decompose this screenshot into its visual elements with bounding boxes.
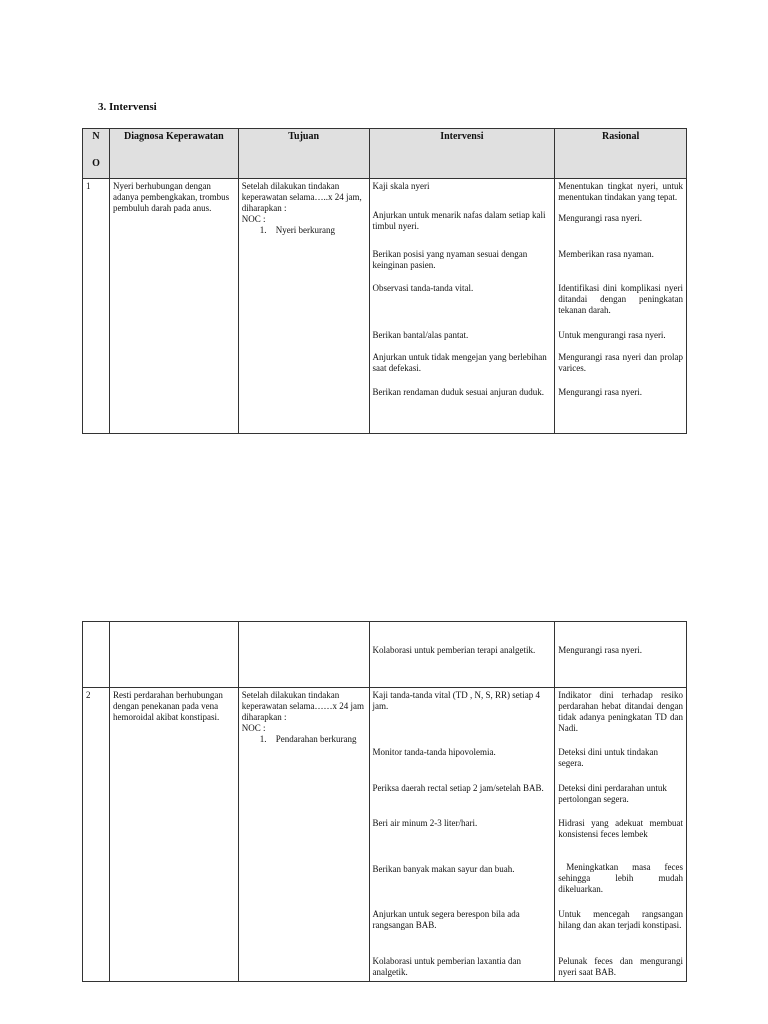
intervensi-cell — [370, 621, 556, 688]
rasional-item: Untuk mengurangi rasa nyeri. — [558, 330, 666, 340]
intervensi-cell — [370, 179, 556, 434]
table-row — [82, 688, 687, 982]
intervention-table-page2 — [82, 621, 687, 982]
rasional-item: Meningkatkan masa feces sehingga lebih mudah dikeluarkan. — [558, 862, 683, 894]
table-header-row — [82, 128, 687, 179]
noc-item: 1. Nyeri berkurang — [259, 225, 335, 235]
intervensi-item: Berikan rendaman duduk sesuai anjuran duduk. — [372, 387, 544, 397]
intervensi-item: Berikan posisi yang nyaman sesuai dengan keinginan pasien. — [372, 249, 528, 270]
rasional-item: Mengurangi rasa nyeri dan prolap varices. — [558, 352, 683, 373]
tujuan-cell — [239, 688, 370, 982]
intervensi-item: Monitor tanda-tanda hipovolemia. — [372, 747, 496, 757]
tujuan-cell — [239, 179, 370, 434]
rasional-item: Untuk mencegah rangsangan hilang dan akan terjadi konstipasi. — [558, 909, 683, 930]
rasional-item: Memberikan rasa nyaman. — [558, 249, 654, 259]
rasional-item: Mengurangi rasa nyeri. — [558, 645, 642, 655]
intervensi-item: Kolaborasi untuk pemberian laxantia dan analgetik. — [372, 956, 521, 977]
rasional-cell — [555, 688, 687, 982]
table-row — [82, 621, 687, 688]
rasional-item: Mengurangi rasa nyeri. — [558, 213, 642, 223]
rasional-cell — [555, 179, 687, 434]
row-number: 2 — [83, 688, 110, 982]
rasional-item: Pelunak feces dan mengurangi nyeri saat BAB. — [558, 956, 683, 977]
header-rasional: Rasional — [555, 128, 687, 179]
intervensi-item: Kaji skala nyeri — [372, 181, 430, 191]
noc-item: 1. Pendarahan berkurang — [259, 734, 357, 744]
header-intervensi: Intervensi — [370, 128, 556, 179]
tujuan-text: Setelah dilakukan tindakan keperawatan selama…..x 24 jam, diharapkan : — [241, 181, 362, 213]
intervensi-item: Berikan bantal/alas pantat. — [372, 330, 469, 340]
intervensi-item: Anjurkan untuk segera berespon bila ada rangsangan BAB. — [372, 909, 520, 930]
diagnosa-cell — [110, 621, 239, 688]
rasional-item: Hidrasi yang adekuat membuat konsistensi feces lembek — [558, 818, 683, 839]
intervention-table-page1 — [82, 128, 687, 434]
section-heading: 3. Intervensi — [98, 101, 157, 113]
row-number — [83, 621, 110, 688]
rasional-item: Indikator dini terhadap resiko perdarahan hebat ditandai dengan tidak adanya peningkatan TD dan Nadi. — [558, 690, 683, 733]
rasional-item: Identifikasi dini komplikasi nyeri ditandai dengan peningkatan tekanan darah. — [558, 283, 683, 315]
intervensi-cell — [370, 688, 556, 982]
table-row — [82, 179, 687, 434]
rasional-item: Mengurangi rasa nyeri. — [558, 387, 642, 397]
row-number: 1 — [83, 179, 110, 434]
intervensi-item: Anjurkan untuk tidak mengejan yang berlebihan saat defekasi. — [372, 352, 547, 373]
rasional-item: Deteksi dini perdarahan untuk pertolongan segera. — [558, 783, 667, 804]
intervensi-item: Kolaborasi untuk pemberian terapi analgetik. — [372, 645, 536, 655]
tujuan-cell — [239, 621, 370, 688]
intervensi-item: Observasi tanda-tanda vital. — [372, 283, 474, 293]
header-diagnosa: Diagnosa Keperawatan — [110, 128, 239, 179]
intervensi-item: Beri air minum 2-3 liter/hari. — [372, 818, 478, 828]
rasional-item: Menentukan tingkat nyeri, untuk menentukan tindakan yang tepat. — [558, 181, 683, 202]
noc-label: NOC : — [241, 214, 266, 224]
diagnosa-cell: Nyeri berhubungan dengan adanya pembengkakan, trombus pembuluh darah pada anus. — [110, 179, 239, 434]
intervensi-item: Kaji tanda-tanda vital (TD , N, S, RR) setiap 4 jam. — [372, 690, 540, 711]
header-tujuan: Tujuan — [239, 128, 370, 179]
rasional-cell — [555, 621, 687, 688]
header-no: N O — [83, 128, 110, 179]
noc-label: NOC : — [241, 723, 266, 733]
intervensi-item: Berikan banyak makan sayur dan buah. — [372, 864, 515, 874]
rasional-item: Deteksi dini untuk tindakan segera. — [558, 747, 658, 768]
intervensi-item: Anjurkan untuk menarik nafas dalam setiap kali timbul nyeri. — [372, 210, 546, 231]
tujuan-text: Setelah dilakukan tindakan keperawatan selama……x 24 jam diharapkan : — [241, 690, 364, 722]
intervensi-item: Periksa daerah rectal setiap 2 jam/setelah BAB. — [372, 783, 544, 793]
diagnosa-cell: Resti perdarahan berhubungan dengan penekanan pada vena hemoroidal akibat konstipasi. — [110, 688, 239, 982]
